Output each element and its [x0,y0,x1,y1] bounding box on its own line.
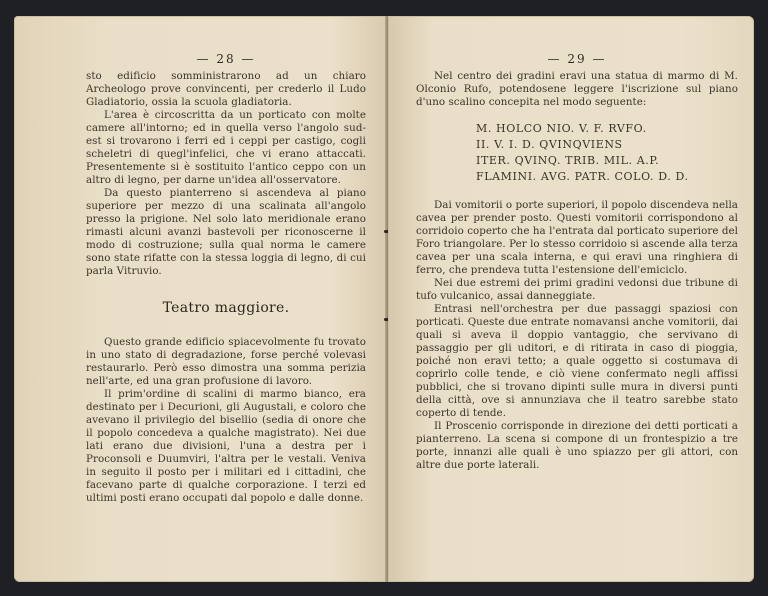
paragraph: Nei due estremi dei primi gradini vedonsi due tribune di tufo vulcanico, assai danneggiate. [416,277,738,302]
page-number-left: — 28 — [196,52,256,66]
inscription-line: FLAMINI. AVG. PATR. COLO. D. D. [476,170,689,183]
paragraph: Questo grande edificio spiacevolmente fu trovato in uno stato di degradazione, forse perché volevasi restaurarlo. Però esso dimostra una somma perizia nell'arte, ed una gran profusione di lavoro. [86,336,366,387]
paragraph: Da questo pianterreno si ascendeva al piano superiore per mezzo di una scalinata all'angolo presso la prigione. Nel solo lato meridionale erano rimasti alcuni avanzi bastevoli per riconoscerne il modo di costruzione; sulla qual norma le camere sono state rifatte con la stessa loggia di legno, di cui parla Vitruvio. [86,187,366,277]
left-page-text [86,70,366,505]
paragraph: Il Proscenio corrisponde in direzione dei detti porticati a pianterreno. La scena si compone di un frontespizio a tre porte, innanzi alle quali è uno spiazzo per gli attori, con altre due porte laterali. [416,420,738,471]
inscription-line: M. HOLCO NIO. V. F. RVFO. [476,122,647,135]
inscription-line: ITER. QVINQ. TRIB. MIL. A.P. [476,154,660,167]
page-number-right: — 29 — [547,52,607,66]
paragraph: Entrasi nell'orchestra per due passaggi spaziosi con porticati. Queste due entrate nomavansi anche vomitorii, dai quali si aveva il doppio vantaggio, che servivano di passaggio per gli uditori, e di ritirata in caso di pioggia, poiché non eravi tetto; a quale oggetto si costumava di coprirlo colle tende, e ciò viene confermato negli affissi pubblici, che si trovano dipinti sulle mura in diversi punti della città, ove si annunziava che il teatro sarebbe stato coperto di tende. [416,303,738,419]
inscription [416,121,738,185]
inscription-line: II. V. I. D. QVINQVIENS [476,138,623,151]
section-heading: Teatro maggiore. [162,300,290,316]
paragraph: Dai vomitorii o porte superiori, il popolo discendeva nella cavea per prender posto. Questi vomitorii corrispondono al corridoio coperto che ha l'entrata dal porticato superiore del Foro triangolare. Per lo stesso corridoio si ascende alla terza cavea per una scala interna, e qui eravi una ringhiera di ferro, che prendeva tutta l'estensione dell'emiciclo. [416,199,738,276]
left-page [14,16,388,582]
right-page [388,16,754,582]
paragraph: L'area è circoscritta da un porticato con molte camere all'intorno; ed in quella verso l'angolo sud-est si trovarono i ferri ed i ceppi per castigo, cogli scheletri di quegl'infelici, che vi erano attaccati. Presentemente si è sostituito l'antico ceppo con un altro di legno, per darne un'idea all'osservatore. [86,109,366,186]
paragraph: sto edificio somministrarono ad un chiaro Archeologo prove convincenti, per crederlo il Ludo Gladiatorio, ossia la scuola gladiatoria. [86,70,366,108]
right-page-text [416,70,738,472]
paragraph: Nel centro dei gradini eravi una statua di marmo di M. Olconio Rufo, potendosene leggere l'iscrizione sul piano d'uno scalino concepita nel modo seguente: [416,70,738,108]
paragraph: Il prim'ordine di scalini di marmo bianco, era destinato per i Decurioni, gli Augustali, e coloro che avevano il privilegio del bisellio (sedia di onore che il popolo concedeva a qualche magistrato). Nei due lati erano due divisioni, l'una a destra per i Proconsoli e Duumviri, l'altra per le vestali. Veniva in seguito il posto per i militari ed i cittadini, che facevano parte di qualche corporazione. I terzi ed ultimi posti erano occupati dal popolo e dalle donne. [86,388,366,504]
